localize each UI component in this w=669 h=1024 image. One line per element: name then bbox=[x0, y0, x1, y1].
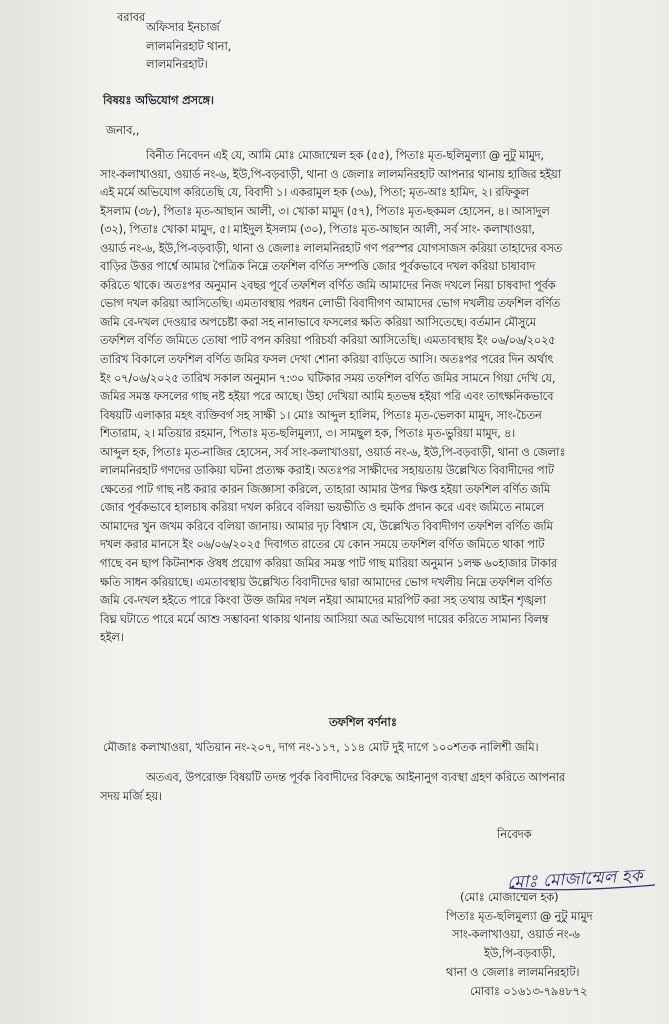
body-line: গাছে বন ছাপ কিটনাশক ঔষধ প্রয়োগ করিয়া জমির সমস্ত পাট গাছ মারিয়া অনুমান ১লক্ষ ৬০হাজার টাকার bbox=[100, 556, 557, 571]
recipient-line: লালমনিরহাট। bbox=[146, 57, 208, 72]
salutation: জনাব,, bbox=[106, 123, 140, 137]
sender-mobile: মোবাঃ ০১৬১৩-৭৯৪৮৭২ bbox=[470, 983, 588, 998]
body-line: দখল করার মানসে ইং ০৬/০৬/২০২৫ দিবাগত রাতের যে কোন সময়ে তফশিল বর্ণিত জমিতে থাকা পাট bbox=[100, 537, 545, 552]
subject-line: বিষয়ঃ অভিযোগ প্রসঙ্গে। bbox=[103, 93, 214, 107]
body-line: জমির সমস্ত ফসলের গাছ নষ্ট হইয়া পরে আছে। উহা দেখিয়া আমি হতভম্ব হইয়া পরি এবং তাৎক্ষনিকভাবে bbox=[100, 389, 554, 404]
body-line: জমি বে-দখল দেওয়ার অপচেষ্টা করা সহ নানাভাবে ফসলের ক্ষতি করিয়া আসিতেছে। বর্তমান মৌসুমে bbox=[100, 314, 536, 329]
body-line: ক্ষতি সাধন করিয়াছে। এমতাবস্থায় উল্লেখিত বিবাদীদের দ্বারা আমাদের ভোগ দখলীয় নিম্নে তফশিল বর্ণিত bbox=[100, 574, 552, 589]
body-line: জোর পূর্বকভাবে হালচাষ করিয়া দখল করিবে বলিয়া ভয়ভীতি ও হুমকি প্রদান করে এবং জমিতে নামলে bbox=[100, 500, 544, 515]
body-line: ভোগ দখল করিয়া আসিতেছি। এমতাবস্থায় পরধন লোভী বিবাদীগণ আমাদের ভোগ দখলীয় তফশিল বর্ণিত bbox=[100, 296, 560, 311]
body-line: ইং ০৭/০৬/২০২৫ তারিখ সকাল অনুমান ৭:৩০ ঘটিকার সময় তফশিল বর্ণিত জমির সামনে গিয়া দেখি যে, bbox=[100, 370, 556, 385]
recipient-block bbox=[146, 18, 231, 74]
sender-name: (মোঃ মোজাম্মেল হক) bbox=[460, 890, 559, 904]
body-line: করিতে থাকে। অতঃপর অনুমান ২বছর পূর্বে তফশিল বর্ণিত জমি আমাদের নিজ দখলে নিয়া চাষবাদা পূর্বক bbox=[100, 277, 556, 292]
body-line: তফশিল বর্ণিত জমিতে তোষা পাট বপন করিয়া পরিচর্যা করিয়া আসিতেছি। এমতাবস্থায় ইং ০৬/০৬/২০২৫ bbox=[100, 333, 556, 348]
body-line: ওয়ার্ড নং-৬, ইউ,পি-বড়বাড়ী, থানা ও জেলাঃ লালমনিরহাট গণ পরস্পর যোগসাজস করিয়া তাহাদের বসত bbox=[100, 240, 563, 255]
recipient-line: অফিসার ইনচার্জ bbox=[146, 20, 220, 34]
closing-line: সদয় মর্জি হয়। bbox=[100, 788, 162, 803]
sender-union: ইউ,পি-বড়বাড়ী, bbox=[484, 946, 556, 961]
schedule-title: তফশিল বর্ণনাঃ bbox=[329, 715, 397, 729]
body-line: বাড়ির উত্তর পার্শ্বে আমার পৈত্রিক নিম্নে তফশিল বর্ণিত সম্পত্তি জোর পূর্বকভাবে দখল করিয়া চাষাবাদ bbox=[100, 259, 536, 274]
body-line: লালমনিরহাট গণদের ডাকিয়া ঘটনা প্রত্যক্ষ করাই। অতঃপর সাক্ষীদের সহায়তায় উল্লেখিত বিবাদীদের পাট bbox=[100, 463, 554, 478]
body-line: হইল। bbox=[100, 630, 124, 645]
body-line: (৩২), পিতাঃ খোকা মামুদ, ৫। মাইদুল ইসলাম (৩০), পিতাঃ মৃত-আছান আলী, সর্ব সাং- কলাখাওয়া, bbox=[100, 222, 535, 237]
body-line: ক্ষেতের পাট গাছ নষ্ট করার কারন জিজ্ঞাসা করিলে, তাহারা আমার উপর ক্ষিপ্ত হইয়া তফশিল বর্ণিত জমি bbox=[100, 481, 551, 496]
sender-father: পিতাঃ মৃত-ছলিমুল্যা @ নুটু মামুদ bbox=[446, 908, 593, 923]
signature-text: মোঃ মোজাম্মেল হক bbox=[506, 866, 644, 894]
body-line: বিষয়টি এলাকার মহৎ ব্যক্তিবর্গ সহ সাক্ষী ১। মোঃ আব্দুল হালিম, পিতাঃ মৃত-ভেলকা মামুদ, সাং-চৈতন bbox=[100, 407, 542, 422]
sender-village: সাং-কলাখাওয়া, ওয়ার্ড নং-৬ bbox=[452, 927, 580, 942]
body-line: সাং-কলাখাওয়া, ওয়ার্ড নং-৬, ইউ,পি-বড়বাড়ী, থানা ও জেলাঃ লালমনিরহাট আপনার থানায় হাজির হইয়া bbox=[100, 166, 561, 181]
body-line: এই মর্মে অভিযোগ করিতেছি যে, বিবাদী ১। একরামুল হক (৩৬), পিতা; মৃত-আঃ হামিদ, ২। রফিকুল bbox=[100, 185, 529, 200]
body-line: শিতারাম, ২। মতিয়ার রহমান, পিতাঃ মৃত-ছলিমুল্যা, ৩। সামছুল হক, পিতাঃ মৃত-ভুরিয়া মামুদ, ৪। bbox=[100, 426, 515, 441]
sign-off: নিবেদক bbox=[497, 827, 532, 841]
body-line: বিঘ্ন ঘটাতে পারে মর্মে আশু সম্ভাবনা থাকায় থানায় আসিয়া অত্র অভিযোগ দায়ের করিতে সামান্য বিলম্ব bbox=[100, 611, 549, 626]
closing-paragraph bbox=[100, 768, 648, 805]
body-line: বিনীত নিবেদন এই যে, আমি মোঃ মোজাম্মেল হক (৫৫), পিতাঃ মৃত-ছলিমুল্যা @ নুটু মামুদ, bbox=[146, 148, 544, 162]
salutation-to: বরাবর bbox=[117, 10, 145, 24]
sender-block bbox=[440, 888, 665, 1000]
closing-line: অতএব, উপরোক্ত বিষয়টি তদন্ত পূর্বক বিবাদীদের বিরুদ্ধে আইনানুগ ব্যবস্থা গ্রহণ করিতে আপনার bbox=[146, 770, 565, 784]
body-line: জমি বে-দখল হইতে পারে কিংবা উক্ত জমির দখল নইয়া আমাদের মারপিট করা সহ তথায় আইন শৃঙ্খলা bbox=[100, 593, 546, 608]
schedule-text: মৌজাঃ কলাখাওয়া, খতিয়ান নং-২০৭, দাগ নং-১১৭, ১১৪ মোট দুই দাগে ১০০শতক নালিশী জমি। bbox=[103, 740, 539, 754]
body-line: আমাদের খুন জখম করিবে বলিয়া জানায়। আমার দৃঢ় বিশ্বাস যে, উল্লেখিত বিবাদীগণ তফশিল বর্ণিত জমি bbox=[100, 518, 553, 533]
sender-district: থানা ও জেলাঃ লালমনিরহাট। bbox=[446, 964, 580, 979]
recipient-line: লালমনিরহাট থানা, bbox=[146, 38, 232, 53]
body-line: ইসলাম (৩৮), পিতাঃ মৃত-আছান আলী, ৩। খোকা মামুদ (৫৭), পিতাঃ মৃত-ছকমল হোসেন, ৪। আসাদুল bbox=[100, 203, 550, 218]
body-line: তারিখ বিকালে তফশিল বর্ণিত জমির ফসল দেখা শোনা করিয়া বাড়িতে আসি। অতঃপর পরের দিন অর্থাৎ bbox=[100, 352, 554, 367]
body-line: আব্দুল হক, পিতাঃ মৃত-নাজির হোসেন, সর্ব সাং-কলাখাওয়া, ওয়ার্ড নং-৬, ইউ,পি-বড়বাড়ী, থানা ও জেলাঃ bbox=[100, 444, 566, 459]
body-paragraph bbox=[100, 146, 648, 647]
